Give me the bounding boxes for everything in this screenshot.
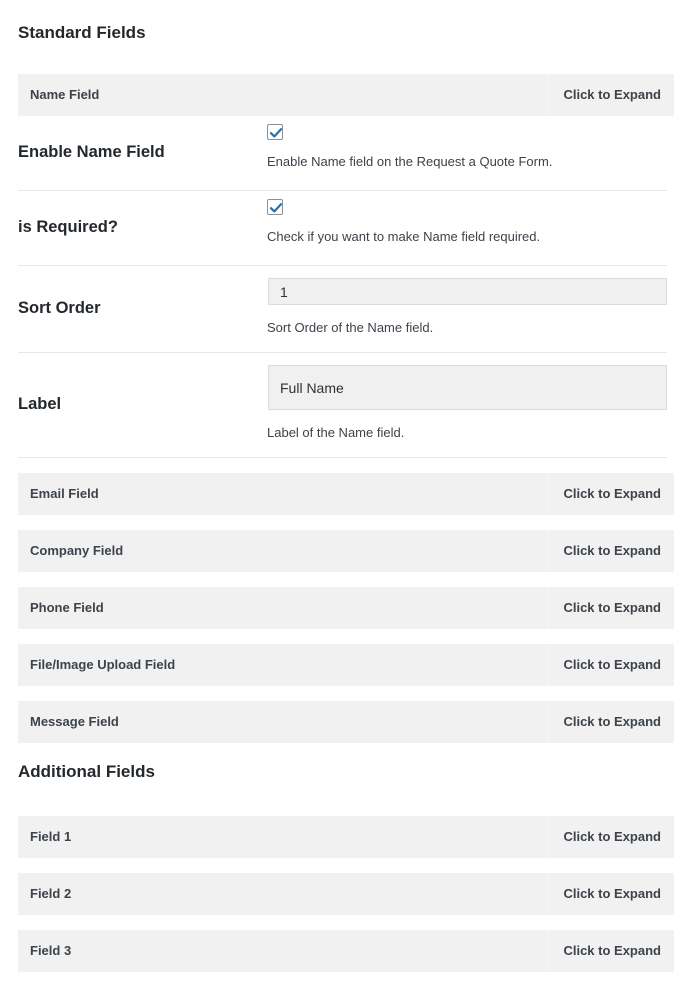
label-input[interactable]: [268, 365, 667, 410]
panel-title: Message Field: [30, 714, 119, 729]
panel-title: Field 1: [30, 829, 72, 844]
is-required-label: is Required?: [18, 218, 118, 236]
message-field-panel[interactable]: [18, 701, 674, 743]
panel-divider: [548, 74, 549, 116]
expand-toggle[interactable]: Click to Expand: [563, 886, 661, 901]
panel-title: Name Field: [30, 87, 100, 102]
field-2-panel[interactable]: [18, 873, 674, 915]
panel-title: Email Field: [30, 486, 99, 501]
row-divider: [18, 190, 667, 191]
expand-toggle[interactable]: Click to Expand: [563, 657, 661, 672]
panel-title: Field 2: [30, 886, 72, 901]
panel-divider: [548, 816, 549, 858]
checkmark-icon: [268, 200, 284, 216]
panel-divider: [548, 587, 549, 629]
expand-toggle[interactable]: Click to Expand: [563, 87, 661, 102]
phone-field-panel[interactable]: [18, 587, 674, 629]
label-description: Label of the Name field.: [267, 425, 405, 440]
company-field-panel[interactable]: [18, 530, 674, 572]
expand-toggle[interactable]: Click to Expand: [563, 543, 661, 558]
panel-divider: [548, 930, 549, 972]
enable-name-field-description: Enable Name field on the Request a Quote Form.: [267, 154, 553, 169]
field-3-panel[interactable]: [18, 930, 674, 972]
standard-fields-heading: Standard Fields: [18, 23, 146, 42]
expand-toggle[interactable]: Click to Expand: [563, 829, 661, 844]
is-required-checkbox[interactable]: [267, 199, 283, 215]
expand-toggle[interactable]: Click to Expand: [563, 486, 661, 501]
expand-toggle[interactable]: Click to Expand: [563, 943, 661, 958]
enable-name-field-checkbox[interactable]: [267, 124, 283, 140]
panel-title: File/Image Upload Field: [30, 657, 176, 672]
additional-fields-heading: Additional Fields: [18, 762, 155, 781]
checkmark-icon: [268, 125, 284, 141]
panel-title: Company Field: [30, 543, 124, 558]
panel-divider: [548, 530, 549, 572]
upload-field-panel[interactable]: [18, 644, 674, 686]
panel-divider: [548, 873, 549, 915]
email-field-panel[interactable]: [18, 473, 674, 515]
sort-order-description: Sort Order of the Name field.: [267, 320, 434, 335]
sort-order-input[interactable]: [268, 278, 667, 305]
panel-divider: [548, 644, 549, 686]
expand-toggle[interactable]: Click to Expand: [563, 600, 661, 615]
enable-name-field-label: Enable Name Field: [18, 143, 165, 161]
panel-divider: [548, 473, 549, 515]
field-1-panel[interactable]: [18, 816, 674, 858]
panel-title: Field 3: [30, 943, 72, 958]
panel-title: Phone Field: [30, 600, 104, 615]
panel-divider: [548, 701, 549, 743]
row-divider: [18, 352, 667, 353]
is-required-description: Check if you want to make Name field required.: [267, 229, 541, 244]
sort-order-label: Sort Order: [18, 299, 101, 317]
name-field-panel[interactable]: [18, 74, 674, 116]
label-field-label: Label: [18, 395, 62, 413]
row-divider: [18, 457, 667, 458]
expand-toggle[interactable]: Click to Expand: [563, 714, 661, 729]
row-divider: [18, 265, 667, 266]
